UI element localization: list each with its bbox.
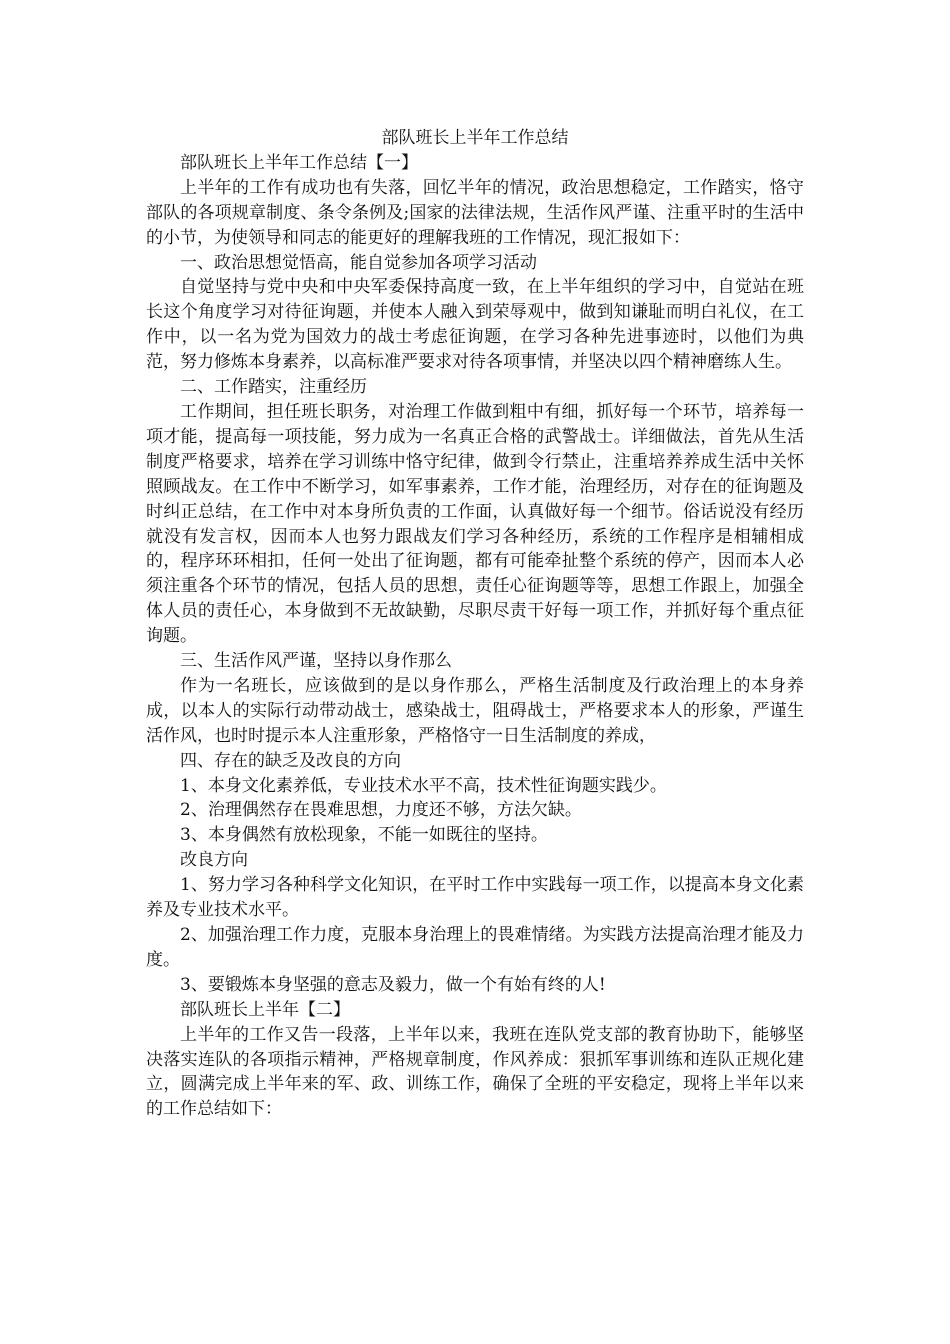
document-page xyxy=(146,126,804,1122)
section-heading-2: 部队班长上半年【二】 xyxy=(180,999,350,1020)
paragraph: 工作期间，担任班长职务，对治理工作做到粗中有细，抓好每一个环节，培养每一项才能，提高每一项技能，努力成为一名真正合格的武警战士。详细做法，首先从生活制度严格要求，培养在学习训练中恪守纪律，做到令行禁止，注重培养养成生活中关怀照顾战友。在工作中不断学习，如军事素养，工作才能，治理经历，对存在的征询题及时纠正总结，在工作中对本身所负责的工作面，认真做好每一个细节。俗话说没有经历就没有发言权，因而本人也努力跟战友们学习各种经历，系统的工作程序是相辅相成的，程序环环相扣，任何一处出了征询题，都有可能牵扯整个系统的停产，因而本人必须注重各个环节的情况，包括人员的思想，责任心征询题等等，思想工作跟上，加强全体人员的责任心，本身做到不无故缺勤，尽职尽责干好每一项工作，并抓好每个重点征询题。 xyxy=(146,401,804,647)
paragraph: 上半年的工作有成功也有失落，回忆半年的情况，政治思想稳定，工作踏实，恪守部队的各项规章制度、条令条例及;国家的法律法规，生活作风严谨、注重平时的生活中的小节，为使领导和同志的能更好的理解我班的工作情况，现汇报如下： xyxy=(146,177,804,248)
list-item: 3、本身偶然有放松现象，不能一如既往的坚持。 xyxy=(180,825,548,846)
paragraph: 自觉坚持与党中央和中央军委保持高度一致，在上半年组织的学习中，自觉站在班长这个角度学习对待征询题，并使本人融入到荣辱观中，做到知谦耻而明白礼仪，在工作中，以一名为党为国效力的战士考虑征询题，在学习各种先进事迹时，以他们为典范，努力修炼本身素养，以高标准严要求对待各项事情，并坚决以四个精神磨练人生。 xyxy=(146,277,804,373)
list-item: 1、本身文化素养低，专业技术水平不高，技术性征询题实践少。 xyxy=(180,775,667,796)
subheading: 一、政治思想觉悟高，能自觉参加各项学习活动 xyxy=(180,252,537,273)
subheading: 改良方向 xyxy=(180,850,248,871)
subheading: 三、生活作风严谨，坚持以身作那么 xyxy=(180,651,452,672)
subheading: 二、工作踏实，注重经历 xyxy=(180,377,367,398)
document-title: 部队班长上半年工作总结 xyxy=(381,128,569,148)
list-item: 2、加强治理工作力度，克服本身治理上的畏难情绪。为实践方法提高治理才能及力度。 xyxy=(146,925,804,970)
paragraph: 作为一名班长，应该做到的是以身作那么，严格生活制度及行政治理上的本身养成，以本人的实际行动带动战士，感染战士，阻碍战士，严格要求本人的形象，严谨生活作风，也时时提示本人注重形象，严格恪守一日生活制度的养成， xyxy=(146,675,804,746)
section-heading-1: 部队班长上半年工作总结【一】 xyxy=(180,152,418,173)
list-item: 2、治理偶然存在畏难思想，力度还不够，方法欠缺。 xyxy=(180,800,582,821)
paragraph: 上半年的工作又告一段落，上半年以来，我班在连队党支部的教育协助下，能够坚决落实连队的各项指示精神，严格规章制度，作风养成：狠抓军事训练和连队正规化建立，圆满完成上半年来的军、政、训练工作，确保了全班的平安稳定，现将上半年以来的工作总结如下： xyxy=(146,1024,804,1120)
subheading: 四、存在的缺乏及改良的方向 xyxy=(180,750,401,771)
list-item: 1、努力学习各种科学文化知识，在平时工作中实践每一项工作，以提高本身文化素养及专业技术水平。 xyxy=(146,875,804,921)
list-item: 3、要锻炼本身坚强的意志及毅力，做一个有始有终的人! xyxy=(180,974,606,995)
